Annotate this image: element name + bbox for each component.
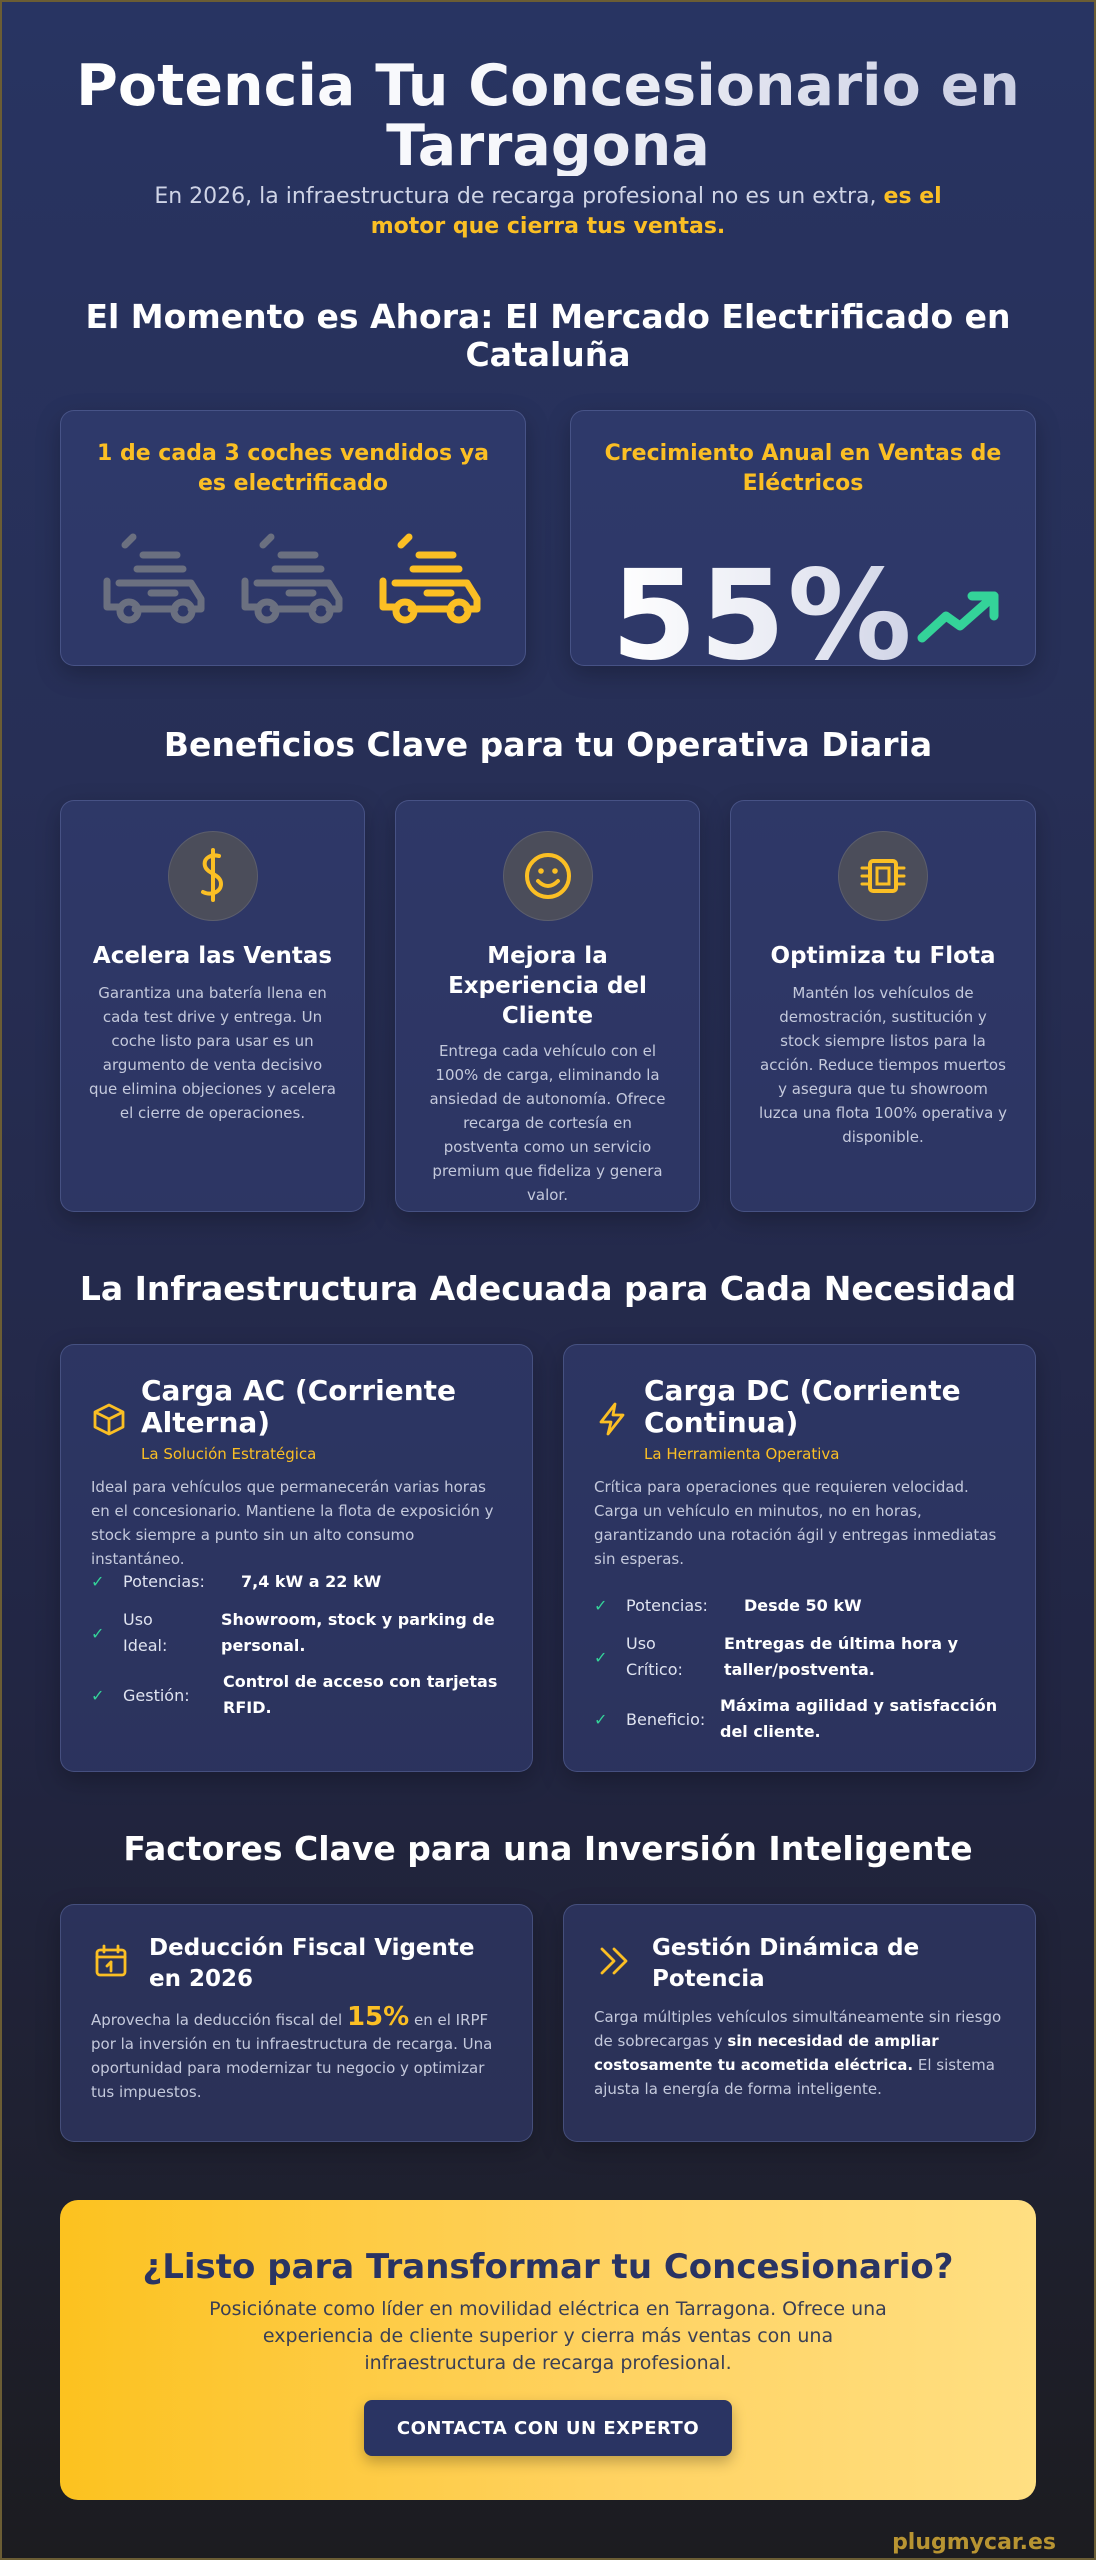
benefit-icon-badge	[503, 831, 593, 921]
benefit-title: Optimiza tu Flota	[770, 943, 996, 969]
lightning-icon	[594, 1401, 630, 1437]
power-management-card	[563, 1904, 1036, 2142]
factors-section-title: Factores Clave para una Inversión Inteligente	[123, 1829, 973, 1868]
feature-value: Showroom, stock y parking de personal.	[221, 1610, 495, 1655]
feature-value: Desde 50 kW	[744, 1596, 862, 1615]
car-icon	[239, 531, 347, 631]
hero-title: Potencia Tu Concesionario en Tarragona	[60, 56, 1036, 176]
dollar-icon	[191, 848, 235, 904]
dc-kicker: La Herramienta Operativa	[644, 1445, 840, 1463]
benefit-card	[730, 800, 1036, 1212]
car-icon	[101, 531, 209, 631]
power-text-bold: sin necesidad de ampliar costosamente tu acometida eléctrica.	[594, 2032, 939, 2074]
power-title: Gestión Dinámica de Potencia	[652, 1935, 920, 1992]
growth-stat-title: Crecimiento Anual en Ventas de Eléctricos	[604, 441, 1002, 496]
power-text	[594, 2005, 1005, 2101]
benefit-title: Acelera las Ventas	[92, 943, 333, 969]
dc-charging-card	[563, 1344, 1036, 1772]
market-section-title: El Momento es Ahora: El Mercado Electrificado en Cataluña	[85, 297, 1011, 374]
feature-row	[91, 1669, 512, 1723]
feature-row	[594, 1593, 1015, 1619]
check-icon: ✓	[594, 1648, 608, 1667]
growth-stat-value: 55%	[611, 544, 914, 688]
cta-text: Posiciónate como líder en movilidad eléctrica en Tarragona. Ofrece una experiencia de cliente superior y cierra más ventas con una infraestructura de recarga profesional.	[209, 2298, 887, 2374]
chip-icon	[858, 851, 908, 901]
box-icon	[91, 1401, 127, 1437]
brand-footer[interactable]: plugmycar.es	[892, 2530, 1056, 2555]
fiscal-percentage: 15%	[346, 2002, 410, 2032]
feature-label: Potencias:	[123, 1572, 205, 1591]
dc-description: Crítica para operaciones que requieren velocidad. Carga un vehículo en minutos, no en horas, garantizando una rotación ágil y entregas inmediatas sin esperas.	[594, 1478, 997, 1568]
calendar-icon	[93, 1943, 129, 1979]
check-icon: ✓	[91, 1572, 105, 1591]
electric-car-icon	[377, 531, 485, 631]
benefits-section-title: Beneficios Clave para tu Operativa Diaria	[163, 725, 933, 764]
check-icon: ✓	[594, 1596, 608, 1615]
contact-expert-button[interactable]: CONTACTA CON UN EXPERTO	[364, 2400, 732, 2456]
market-stat-card	[60, 410, 526, 666]
fiscal-title: Deducción Fiscal Vigente en 2026	[149, 1935, 475, 1992]
ac-title: Carga AC (Corriente Alterna)	[141, 1374, 456, 1439]
dc-title: Carga DC (Corriente Continua)	[644, 1374, 961, 1439]
feature-row	[91, 1607, 512, 1661]
power-text-a: Carga múltiples vehículos simultáneamente sin riesgo de sobrecargas y	[594, 2008, 1002, 2050]
feature-value: Control de acceso con tarjetas RFID.	[223, 1672, 498, 1717]
ac-charging-card	[60, 1344, 533, 1772]
check-icon: ✓	[91, 1624, 105, 1643]
benefit-card	[395, 800, 700, 1212]
benefit-title: Mejora la Experiencia del Cliente	[448, 943, 647, 1029]
feature-label: Beneficio:	[626, 1710, 706, 1729]
benefit-text: Entrega cada vehículo con el 100% de carga, eliminando la ansiedad de autonomía. Ofrece recarga de cortesía en postventa como un servicio premium que fideliza y genera valor.	[429, 1042, 666, 1204]
feature-label: Uso Crítico:	[626, 1634, 683, 1679]
hero-subtitle-plain: En 2026, la infraestructura de recarga profesional no es un extra,	[154, 184, 884, 209]
infra-section-title: La Infraestructura Adecuada para Cada Necesidad	[79, 1269, 1017, 1308]
growth-stat-card	[570, 410, 1036, 688]
fiscal-card	[60, 1904, 533, 2142]
power-text-b: El sistema ajusta la energía de forma inteligente.	[594, 2056, 995, 2098]
fiscal-text-b: en el IRPF por la inversión en tu infraestructura de recarga. Una oportunidad para modernizar tu negocio y optimizar tus impuestos.	[91, 2011, 493, 2101]
feature-value: Entregas de última hora y taller/postventa.	[724, 1634, 959, 1679]
benefit-text: Mantén los vehículos de demostración, sustitución y stock siempre listos para la acción. Reduce tiempos muertos y asegura que tu showroom luzca una flota 100% operativa y disponible.	[759, 984, 1007, 1146]
feature-row	[594, 1631, 1015, 1685]
double-chevron-icon	[596, 1943, 632, 1979]
check-icon: ✓	[91, 1686, 105, 1705]
feature-label: Potencias:	[626, 1596, 708, 1615]
feature-value: Máxima agilidad y satisfacción del cliente.	[720, 1696, 998, 1741]
benefit-icon-badge	[168, 831, 258, 921]
feature-label: Gestión:	[123, 1686, 190, 1705]
ac-kicker: La Solución Estratégica	[141, 1445, 317, 1463]
benefit-card	[60, 800, 365, 1212]
market-stat-title: 1 de cada 3 coches vendidos ya es electrificado	[97, 441, 489, 496]
cta-title: ¿Listo para Transformar tu Concesionario?	[142, 2247, 954, 2287]
hero-subtitle-highlight: es el motor que cierra tus ventas.	[370, 184, 942, 239]
smile-icon	[523, 851, 573, 901]
fiscal-text-a: Aprovecha la deducción fiscal del	[91, 2011, 347, 2029]
benefit-text: Garantiza una batería llena en cada test drive y entrega. Un coche listo para usar es un argumento de venta decisivo que elimina objeciones y acelera el cierre de operaciones.	[89, 984, 336, 1122]
check-icon: ✓	[594, 1710, 608, 1729]
cta-banner	[60, 2200, 1036, 2500]
feature-row	[594, 1693, 1015, 1747]
feature-value: 7,4 kW a 22 kW	[241, 1572, 382, 1591]
hero-subtitle	[130, 182, 966, 242]
trending-up-icon	[916, 586, 1006, 646]
feature-label: Uso Ideal:	[123, 1610, 168, 1655]
feature-row	[91, 1569, 512, 1595]
ac-description: Ideal para vehículos que permanecerán varias horas en el concesionario. Mantiene la flota de exposición y stock siempre a punto sin un alto consumo instantáneo.	[91, 1478, 494, 1568]
benefit-icon-badge	[838, 831, 928, 921]
fiscal-text	[91, 2002, 502, 2104]
